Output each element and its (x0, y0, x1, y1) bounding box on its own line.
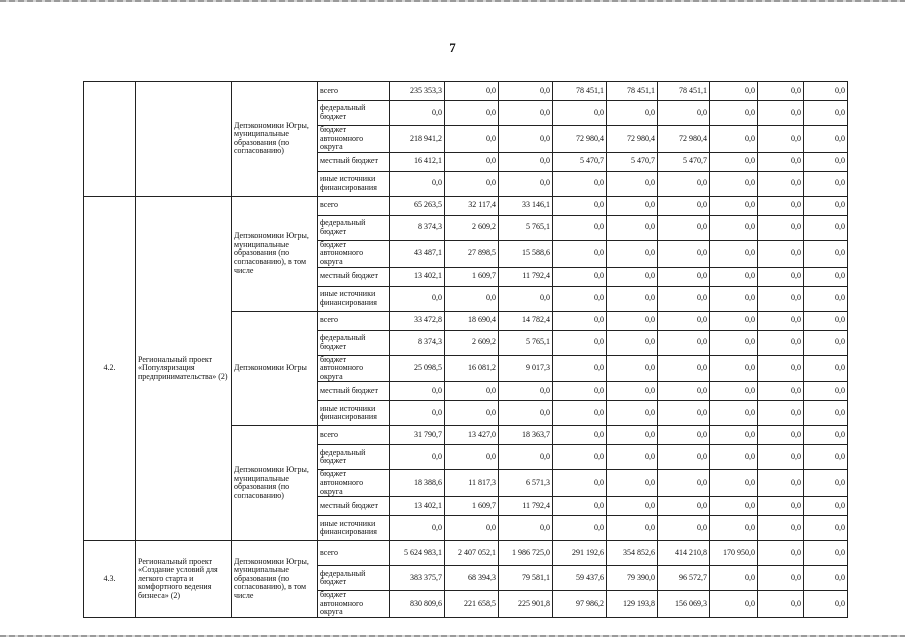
item-number-cell: 4.3. (84, 541, 136, 618)
amount-cell: 0,0 (758, 516, 804, 541)
amount-cell: 33 146,1 (499, 196, 553, 215)
amount-cell: 0,0 (607, 196, 658, 215)
amount-cell: 0,0 (553, 330, 607, 355)
amount-cell: 0,0 (445, 516, 499, 541)
amount-cell: 0,0 (445, 82, 499, 101)
item-name-cell: Региональный проект «Популяризация предпринимательства» (2) (136, 196, 232, 540)
funding-source-cell: местный бюджет (318, 382, 390, 401)
funding-source-cell: федеральный бюджет (318, 445, 390, 470)
table-row (84, 82, 848, 101)
amount-cell: 0,0 (658, 470, 710, 497)
amount-cell: 16 081,2 (445, 355, 499, 382)
amount-cell: 0,0 (445, 152, 499, 171)
amount-cell: 383 375,7 (390, 566, 445, 591)
amount-cell: 0,0 (553, 516, 607, 541)
responsible-cell: Депэкономики Югры, муниципальные образования (по согласованию) (232, 82, 318, 197)
amount-cell: 79 390,0 (607, 566, 658, 591)
amount-cell: 0,0 (710, 152, 758, 171)
amount-cell: 0,0 (710, 591, 758, 618)
amount-cell: 32 117,4 (445, 196, 499, 215)
amount-cell: 0,0 (607, 382, 658, 401)
amount-cell: 0,0 (607, 267, 658, 286)
amount-cell: 0,0 (710, 240, 758, 267)
amount-cell: 5 765,1 (499, 330, 553, 355)
amount-cell: 33 472,8 (390, 311, 445, 330)
amount-cell: 0,0 (607, 516, 658, 541)
amount-cell: 0,0 (804, 591, 848, 618)
amount-cell: 0,0 (445, 445, 499, 470)
funding-source-cell: всего (318, 82, 390, 101)
amount-cell: 0,0 (804, 445, 848, 470)
amount-cell: 0,0 (445, 126, 499, 153)
amount-cell: 0,0 (499, 286, 553, 311)
amount-cell: 0,0 (758, 82, 804, 101)
amount-cell: 14 782,4 (499, 311, 553, 330)
amount-cell: 0,0 (804, 286, 848, 311)
amount-cell: 6 571,3 (499, 470, 553, 497)
budget-table-body (84, 82, 848, 618)
amount-cell: 0,0 (390, 445, 445, 470)
amount-cell: 96 572,7 (658, 566, 710, 591)
amount-cell: 0,0 (658, 401, 710, 426)
amount-cell: 43 487,1 (390, 240, 445, 267)
amount-cell: 97 986,2 (553, 591, 607, 618)
amount-cell: 0,0 (499, 171, 553, 196)
amount-cell: 0,0 (553, 401, 607, 426)
amount-cell: 0,0 (758, 566, 804, 591)
funding-source-cell: федеральный бюджет (318, 330, 390, 355)
amount-cell: 0,0 (499, 152, 553, 171)
amount-cell: 0,0 (607, 426, 658, 445)
amount-cell: 0,0 (710, 516, 758, 541)
amount-cell: 0,0 (804, 497, 848, 516)
amount-cell: 59 437,6 (553, 566, 607, 591)
amount-cell: 27 898,5 (445, 240, 499, 267)
amount-cell: 0,0 (758, 286, 804, 311)
amount-cell: 0,0 (553, 470, 607, 497)
amount-cell: 0,0 (658, 516, 710, 541)
funding-source-cell: бюджет автономного округа (318, 240, 390, 267)
amount-cell: 0,0 (607, 445, 658, 470)
amount-cell: 0,0 (658, 497, 710, 516)
amount-cell: 0,0 (658, 240, 710, 267)
amount-cell: 0,0 (553, 445, 607, 470)
amount-cell: 0,0 (607, 330, 658, 355)
amount-cell: 0,0 (710, 382, 758, 401)
item-name-cell: Региональный проект «Создание условий для легкого старта и комфортного ведения бизнеса» (2) (136, 541, 232, 618)
funding-source-cell: всего (318, 196, 390, 215)
amount-cell: 0,0 (390, 286, 445, 311)
amount-cell: 0,0 (553, 426, 607, 445)
amount-cell: 13 402,1 (390, 497, 445, 516)
amount-cell: 0,0 (804, 126, 848, 153)
amount-cell: 11 792,4 (499, 497, 553, 516)
amount-cell: 0,0 (710, 566, 758, 591)
amount-cell: 0,0 (553, 286, 607, 311)
amount-cell: 0,0 (553, 101, 607, 126)
funding-source-cell: бюджет автономного округа (318, 591, 390, 618)
amount-cell: 0,0 (710, 101, 758, 126)
amount-cell: 0,0 (553, 196, 607, 215)
amount-cell: 354 852,6 (607, 541, 658, 566)
amount-cell: 0,0 (607, 171, 658, 196)
amount-cell: 291 192,6 (553, 541, 607, 566)
amount-cell: 0,0 (804, 196, 848, 215)
amount-cell: 0,0 (658, 286, 710, 311)
amount-cell: 8 374,3 (390, 215, 445, 240)
amount-cell: 0,0 (804, 311, 848, 330)
amount-cell: 11 817,3 (445, 470, 499, 497)
amount-cell: 0,0 (658, 196, 710, 215)
responsible-cell: Депэкономики Югры, муниципальные образования (по согласованию), в том числе (232, 541, 318, 618)
amount-cell: 0,0 (758, 355, 804, 382)
funding-source-cell: федеральный бюджет (318, 566, 390, 591)
amount-cell: 1 986 725,0 (499, 541, 553, 566)
amount-cell: 0,0 (710, 126, 758, 153)
amount-cell: 79 581,1 (499, 566, 553, 591)
scan-top-edge (0, 0, 905, 2)
amount-cell: 25 098,5 (390, 355, 445, 382)
amount-cell: 1 609,7 (445, 497, 499, 516)
amount-cell: 0,0 (390, 101, 445, 126)
amount-cell: 0,0 (804, 267, 848, 286)
amount-cell: 0,0 (499, 382, 553, 401)
amount-cell: 5 470,7 (658, 152, 710, 171)
amount-cell: 0,0 (499, 445, 553, 470)
amount-cell: 0,0 (607, 286, 658, 311)
amount-cell: 0,0 (804, 82, 848, 101)
amount-cell: 0,0 (390, 516, 445, 541)
amount-cell: 0,0 (758, 101, 804, 126)
amount-cell: 0,0 (658, 267, 710, 286)
amount-cell: 0,0 (658, 101, 710, 126)
amount-cell: 9 017,3 (499, 355, 553, 382)
amount-cell: 0,0 (390, 171, 445, 196)
funding-source-cell: всего (318, 311, 390, 330)
amount-cell: 0,0 (804, 516, 848, 541)
amount-cell: 0,0 (758, 311, 804, 330)
funding-source-cell: местный бюджет (318, 152, 390, 171)
amount-cell: 2 407 052,1 (445, 541, 499, 566)
amount-cell: 0,0 (607, 401, 658, 426)
responsible-cell: Депэкономики Югры, муниципальные образования (по согласованию), в том числе (232, 196, 318, 311)
amount-cell: 0,0 (607, 240, 658, 267)
amount-cell: 0,0 (658, 426, 710, 445)
amount-cell: 1 609,7 (445, 267, 499, 286)
amount-cell: 830 809,6 (390, 591, 445, 618)
amount-cell: 218 941,2 (390, 126, 445, 153)
amount-cell: 13 427,0 (445, 426, 499, 445)
amount-cell: 5 470,7 (553, 152, 607, 171)
funding-source-cell: иные источники финансирования (318, 171, 390, 196)
amount-cell: 0,0 (553, 311, 607, 330)
amount-cell: 0,0 (445, 382, 499, 401)
amount-cell: 11 792,4 (499, 267, 553, 286)
amount-cell: 0,0 (758, 470, 804, 497)
amount-cell: 221 658,5 (445, 591, 499, 618)
funding-source-cell: всего (318, 426, 390, 445)
amount-cell: 0,0 (499, 82, 553, 101)
amount-cell: 0,0 (710, 196, 758, 215)
amount-cell: 0,0 (553, 355, 607, 382)
amount-cell: 0,0 (758, 330, 804, 355)
table-row (84, 196, 848, 215)
amount-cell: 0,0 (758, 240, 804, 267)
item-name-cell (136, 82, 232, 197)
amount-cell: 0,0 (710, 267, 758, 286)
amount-cell: 65 263,5 (390, 196, 445, 215)
amount-cell: 0,0 (804, 470, 848, 497)
amount-cell: 0,0 (758, 267, 804, 286)
amount-cell: 72 980,4 (658, 126, 710, 153)
funding-source-cell: федеральный бюджет (318, 101, 390, 126)
amount-cell: 0,0 (710, 311, 758, 330)
amount-cell: 31 790,7 (390, 426, 445, 445)
amount-cell: 0,0 (758, 401, 804, 426)
amount-cell: 18 690,4 (445, 311, 499, 330)
amount-cell: 0,0 (445, 101, 499, 126)
funding-source-cell: иные источники финансирования (318, 401, 390, 426)
amount-cell: 0,0 (445, 401, 499, 426)
amount-cell: 68 394,3 (445, 566, 499, 591)
amount-cell: 0,0 (804, 240, 848, 267)
amount-cell: 0,0 (710, 286, 758, 311)
amount-cell: 0,0 (804, 215, 848, 240)
amount-cell: 0,0 (804, 152, 848, 171)
amount-cell: 0,0 (710, 330, 758, 355)
funding-source-cell: иные источники финансирования (318, 286, 390, 311)
amount-cell: 0,0 (758, 382, 804, 401)
amount-cell: 0,0 (658, 330, 710, 355)
amount-cell: 0,0 (390, 401, 445, 426)
amount-cell: 0,0 (607, 215, 658, 240)
amount-cell: 78 451,1 (553, 82, 607, 101)
amount-cell: 0,0 (499, 516, 553, 541)
amount-cell: 129 193,8 (607, 591, 658, 618)
amount-cell: 0,0 (658, 355, 710, 382)
amount-cell: 0,0 (445, 171, 499, 196)
amount-cell: 0,0 (710, 497, 758, 516)
amount-cell: 0,0 (758, 591, 804, 618)
amount-cell: 235 353,3 (390, 82, 445, 101)
amount-cell: 0,0 (658, 382, 710, 401)
responsible-cell: Депэкономики Югры, муниципальные образования (по согласованию) (232, 426, 318, 541)
amount-cell: 225 901,8 (499, 591, 553, 618)
amount-cell: 0,0 (758, 126, 804, 153)
amount-cell: 0,0 (607, 101, 658, 126)
amount-cell: 0,0 (710, 426, 758, 445)
amount-cell: 5 470,7 (607, 152, 658, 171)
amount-cell: 72 980,4 (553, 126, 607, 153)
amount-cell: 0,0 (710, 215, 758, 240)
amount-cell: 16 412,1 (390, 152, 445, 171)
amount-cell: 0,0 (658, 311, 710, 330)
amount-cell: 8 374,3 (390, 330, 445, 355)
amount-cell: 0,0 (499, 126, 553, 153)
table-row (84, 541, 848, 566)
funding-source-cell: местный бюджет (318, 267, 390, 286)
amount-cell: 0,0 (758, 445, 804, 470)
amount-cell: 0,0 (710, 401, 758, 426)
amount-cell: 0,0 (758, 497, 804, 516)
amount-cell: 5 765,1 (499, 215, 553, 240)
amount-cell: 0,0 (758, 215, 804, 240)
amount-cell: 0,0 (758, 541, 804, 566)
amount-cell: 0,0 (758, 426, 804, 445)
amount-cell: 0,0 (553, 267, 607, 286)
amount-cell: 0,0 (804, 566, 848, 591)
amount-cell: 0,0 (710, 445, 758, 470)
amount-cell: 2 609,2 (445, 330, 499, 355)
amount-cell: 0,0 (390, 382, 445, 401)
amount-cell: 5 624 983,1 (390, 541, 445, 566)
amount-cell: 0,0 (758, 171, 804, 196)
amount-cell: 78 451,1 (607, 82, 658, 101)
amount-cell: 156 069,3 (658, 591, 710, 618)
amount-cell: 0,0 (553, 215, 607, 240)
amount-cell: 0,0 (758, 152, 804, 171)
funding-source-cell: иные источники финансирования (318, 516, 390, 541)
amount-cell: 0,0 (553, 382, 607, 401)
amount-cell: 0,0 (445, 286, 499, 311)
amount-cell: 0,0 (804, 355, 848, 382)
funding-source-cell: федеральный бюджет (318, 215, 390, 240)
amount-cell: 0,0 (607, 311, 658, 330)
amount-cell: 0,0 (710, 470, 758, 497)
scan-bottom-edge (0, 635, 905, 637)
amount-cell: 0,0 (758, 196, 804, 215)
amount-cell: 0,0 (804, 330, 848, 355)
amount-cell: 0,0 (710, 171, 758, 196)
amount-cell: 170 950,0 (710, 541, 758, 566)
amount-cell: 0,0 (658, 445, 710, 470)
funding-source-cell: бюджет автономного округа (318, 470, 390, 497)
amount-cell: 13 402,1 (390, 267, 445, 286)
amount-cell: 15 588,6 (499, 240, 553, 267)
amount-cell: 0,0 (607, 470, 658, 497)
amount-cell: 0,0 (804, 382, 848, 401)
funding-source-cell: бюджет автономного округа (318, 355, 390, 382)
amount-cell: 0,0 (804, 101, 848, 126)
amount-cell: 18 363,7 (499, 426, 553, 445)
amount-cell: 72 980,4 (607, 126, 658, 153)
amount-cell: 78 451,1 (658, 82, 710, 101)
amount-cell: 414 210,8 (658, 541, 710, 566)
amount-cell: 0,0 (499, 101, 553, 126)
amount-cell: 0,0 (658, 171, 710, 196)
amount-cell: 18 388,6 (390, 470, 445, 497)
amount-cell: 0,0 (804, 541, 848, 566)
amount-cell: 0,0 (710, 82, 758, 101)
responsible-cell: Депэкономики Югры (232, 311, 318, 426)
amount-cell: 0,0 (499, 401, 553, 426)
amount-cell: 0,0 (804, 426, 848, 445)
amount-cell: 0,0 (607, 497, 658, 516)
amount-cell: 0,0 (607, 355, 658, 382)
amount-cell: 2 609,2 (445, 215, 499, 240)
amount-cell: 0,0 (553, 497, 607, 516)
amount-cell: 0,0 (658, 215, 710, 240)
funding-source-cell: всего (318, 541, 390, 566)
amount-cell: 0,0 (804, 171, 848, 196)
amount-cell: 0,0 (804, 401, 848, 426)
item-number-cell (84, 82, 136, 197)
amount-cell: 0,0 (553, 171, 607, 196)
item-number-cell: 4.2. (84, 196, 136, 540)
funding-source-cell: местный бюджет (318, 497, 390, 516)
funding-source-cell: бюджет автономного округа (318, 126, 390, 153)
amount-cell: 0,0 (710, 355, 758, 382)
page-number: 7 (449, 40, 456, 55)
amount-cell: 0,0 (553, 240, 607, 267)
budget-table (83, 81, 848, 618)
